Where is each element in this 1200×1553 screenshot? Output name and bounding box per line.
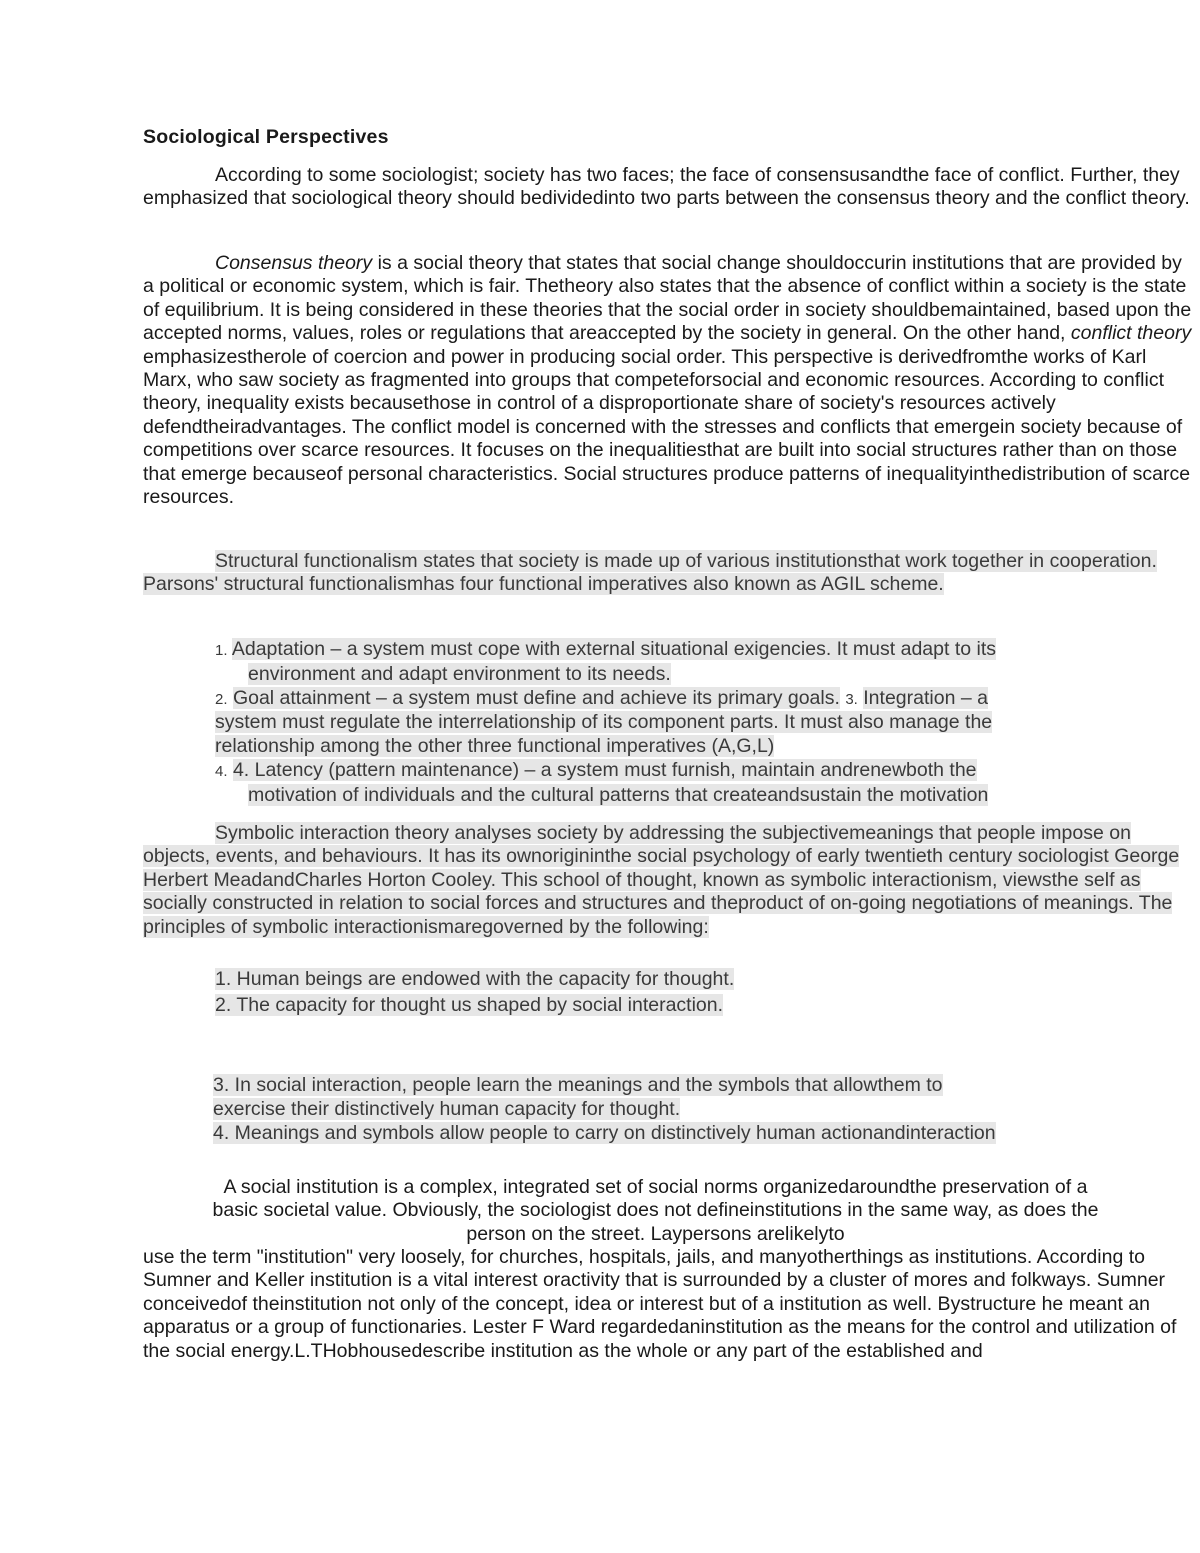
list-item: 3. In social interaction, people learn the meanings and the symbols that allowthem to <box>213 1074 943 1096</box>
term-conflict-theory: conflict theory <box>1070 322 1192 345</box>
institution-text: use the term "institution" very loosely, for churches, hospitals, jails, and manyotherthings as institutions. According to Sumner and Keller institution is a vital interest oractivity that is surrounded by a cluster of mores and folkways. Sumner conceivedof theinstitution not only of the concept, idea or interest but of a institution as well. Bystructure he meant an apparatus or a group of functionaries. Lester F Ward regardedaninstitution as the means for the control and utilization of the social energy.L.THobhousedescribe institution as the whole or any part of the established and <box>143 1246 1177 1362</box>
structural-text: Structural functionalism states that society is made up of various institutionsthat work together in cooperation. Parsons' structural functionalismhas four functional imperatives also known as AGIL scheme. <box>143 550 1157 596</box>
list-item-continuation: relationship among the other three functional imperatives (A,G,L) <box>215 735 775 758</box>
symbolic-text: Symbolic interaction theory analyses society by addressing the subjectivemeanings that people impose on objects, events, and behaviours. It has its ownorigininthe social psychology of early twentieth century sociologist George Herbert MeadandCharles Horton Cooley. This school of thought, known as symbolic interactionism, viewsthe self as socially constructed in relation to social forces and structures and theproduct of on-going negotiations of meanings. The principles of symbolic interactionismaregoverned by the following: <box>143 822 1180 938</box>
list-item-continuation: system must regulate the interrelationship of its component parts. It must also manage the <box>215 711 993 734</box>
institution-line-1: A social institution is a complex, integrated set of social norms organizedaroundthe preservation of a <box>223 1176 1088 1198</box>
paragraph-social-institution-centered <box>143 1176 1168 1246</box>
list-item: 2. The capacity for thought us shaped by social interaction. <box>215 993 724 1016</box>
paragraph-consensus-conflict <box>143 252 1195 509</box>
paragraph-social-institution <box>143 1246 1183 1363</box>
paragraph-symbolic-interaction <box>143 822 1195 939</box>
agil-list <box>215 638 1175 808</box>
term-consensus-theory: Consensus theory <box>215 252 373 274</box>
list-item: 4. 4. Latency (pattern maintenance) – a system must furnish, maintain andrenewboth the <box>215 758 977 781</box>
list-item-continuation: motivation of individuals and the cultural patterns that createandsustain the motivation <box>248 783 989 806</box>
principles-list-a <box>215 968 1175 1018</box>
list-item-continuation: exercise their distinctively human capacity for thought. <box>213 1097 681 1120</box>
paragraph-structural-functionalism <box>143 550 1195 597</box>
list-item: 4. Meanings and symbols allow people to carry on distinctively human actionandinteraction <box>213 1121 996 1144</box>
institution-line-2: basic societal value. Obviously, the sociologist does not defineinstitutions in the same way, as does the <box>212 1199 1099 1222</box>
list-item-continuation: environment and adapt environment to its needs. <box>248 662 671 685</box>
paragraph-intro <box>143 164 1195 211</box>
conflict-text: emphasizestherole of coercion and power in producing social order. This perspective is derivedfromthe works of Karl Marx, who saw society as fragmented into groups that competeforsocial and economic resources. According to conflict theory, inequality exists becausethose in control of a disproportionate share of society's resources actively defendtheiradvantages. The conflict model is concerned with the stresses and conflicts that emergein society because of competitions over scarce resources. It focuses on the inequalitiesthat are built into social structures rather than on those that emerge becauseof personal characteristics. Social structures produce patterns of inequalityinthedistribution of scarce resources. <box>143 345 1191 509</box>
list-item: 1. Adaptation – a system must cope with external situational exigencies. It must adapt to its <box>215 638 997 660</box>
institution-line-3: person on the street. Laypersons arelikelyto <box>466 1222 845 1245</box>
page-title: Sociological Perspectives <box>143 126 389 148</box>
intro-text: According to some sociologist; society has two faces; the face of consensusandthe face of conflict. Further, they emphasized that sociological theory should bedividedinto two parts between the consensus theory and the conflict theory. <box>143 164 1190 210</box>
consensus-text: is a social theory that states that social change shouldoccurin institutions that are provided by a political or economic system, which is fair. Thetheory also states that the absence of conflict within a society is the state of equilibrium. It is being considered in these theories that the social order in society shouldbemaintained, based upon the accepted norms, values, roles or regulations that areaccepted by the society in general. On the other hand, <box>143 252 1192 345</box>
principles-list-b <box>213 1074 1173 1145</box>
list-item: 1. Human beings are endowed with the capacity for thought. <box>215 968 735 990</box>
list-item: 2. Goal attainment – a system must define and achieve its primary goals. 3. Integration – a <box>215 686 988 709</box>
